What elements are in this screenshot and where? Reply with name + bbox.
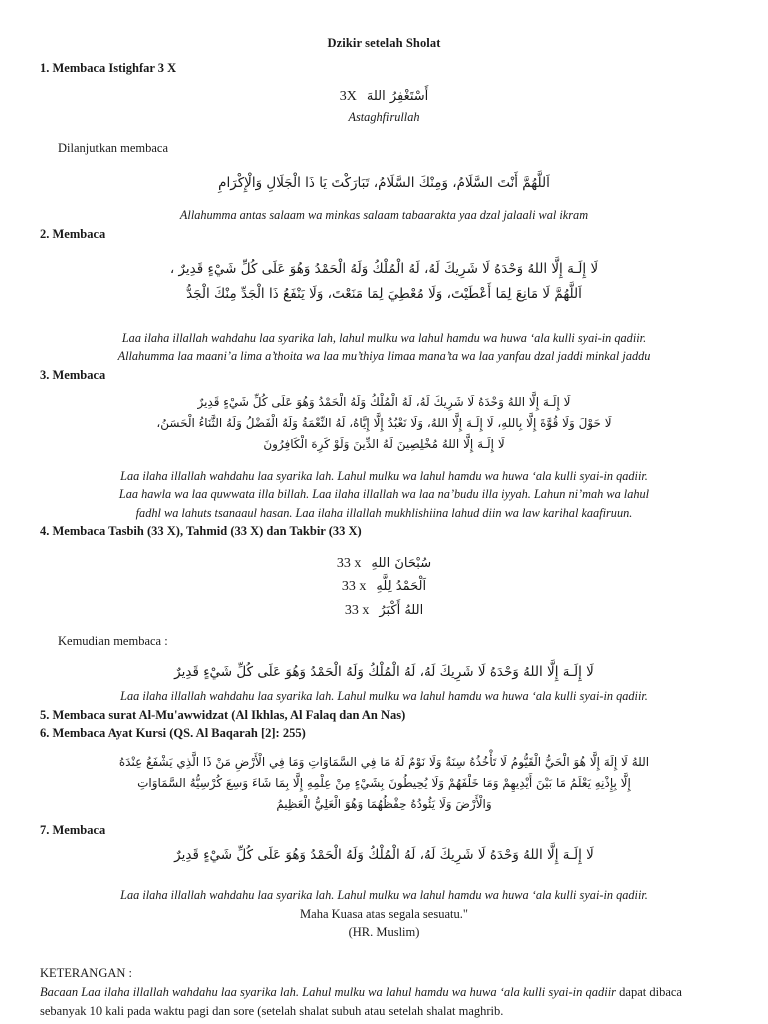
section-heading-2: 2. Membaca — [40, 226, 106, 241]
section-heading-7: 7. Membaca — [40, 823, 106, 837]
section3-transliteration-line-1: Laa ilaha illallah wahdahu laa syarika lah. Lahul mulku wa lahul hamdu wa huwa ‘ala kulli syai-in qadiir. — [120, 468, 648, 483]
continue-label: Dilanjutkan membaca — [58, 140, 169, 155]
section-heading-5: 5. Membaca surat Al-Mu'awwidzat (Al Ikhlas, Al Falaq dan An Nas) — [40, 707, 406, 722]
section7-source: (HR. Muslim) — [348, 925, 420, 940]
istighfar-transliteration: Astaghfirullah — [348, 110, 420, 125]
takbir-arabic: اللهُ أَكْبَرُ — [379, 602, 424, 618]
keterangan-italic-part: Bacaan Laa ilaha illallah wahdahu laa syarika lah. Lahul mulku wa lahul hamdu wa huwa ‘ala kulli syai-in qadiir — [40, 984, 617, 999]
tahmid-line — [40, 575, 728, 598]
section3-arabic-line-2: لَا حَوْلَ وَلَا قُوَّةَ إِلَّا بِاللهِ، لَا إِلَـهَ إِلَّا اللهُ، وَلَا نَعْبُدُ إِلَّا إِيَّاهُ، لَهُ النِّعْمَةُ وَلَهُ الْفَضْلُ وَلَهُ الثَّنَاءُ الْحَسَنُ، — [156, 415, 612, 430]
salaam-arabic: اَللَّهُمَّ أَنْتَ السَّلَامُ، وَمِنْكَ السَّلَامُ، تَبَارَكْتَ يَا ذَا الْجَلَالِ وَالْإِكْرَامِ — [218, 175, 550, 192]
ayat-kursi-arabic-line-3: وَالْأَرْضَ وَلَا يَئُودُهُ حِفْظُهُمَا وَهُوَ الْعَلِيُّ الْعَظِيمُ — [276, 797, 492, 811]
section2-transliteration-line-1: Laa ilaha illallah wahdahu laa syarika lah, lahul mulku wa lahul hamdu wa huwa ‘ala kulli syai-in qadiir. — [121, 330, 647, 345]
section7-arabic: لَا إِلَـهَ إِلَّا اللهُ وَحْدَهُ لَا شَرِيكَ لَهُ، لَهُ الْمُلْكُ وَلَهُ الْحَمْدُ وَهُوَ عَلَى كُلِّ شَيْءٍ قَدِيرٌ — [174, 847, 594, 864]
section3-transliteration-line-3: fadhl wa lahuts tsanaaul hasan. Laa ilaha illallah mukhlishiina lahud diin wa law karihal kaafiruun. — [135, 505, 633, 520]
tasbih-arabic: سُبْحَانَ اللهِ — [371, 556, 432, 572]
tasbih-count: 33 x — [336, 556, 362, 572]
section2-arabic-line-1: لَا إِلَـهَ إِلَّا اللهُ وَحْدَهُ لَا شَرِيكَ لَهُ، لَهُ الْمُلْكُ وَلَهُ الْحَمْدُ وَهُوَ عَلَى كُلِّ شَيْءٍ قَدِيرٌ ، — [169, 260, 599, 277]
tahmid-count: 33 x — [341, 579, 367, 595]
section7-meaning: Maha Kuasa atas segala sesuatu." — [300, 906, 468, 921]
section3-arabic-line-3: لَا إِلَـهَ إِلَّا اللهُ مُخْلِصِينَ لَهُ الدِّينَ وَلَوْ كَرِهَ الْكَافِرُونَ — [263, 436, 505, 451]
section-heading-3: 3. Membaca — [40, 367, 106, 382]
section-heading-1: 1. Membaca Istighfar 3 X — [40, 61, 177, 75]
salaam-transliteration: Allahumma antas salaam wa minkas salaam tabaarakta yaa dzal jalaali wal ikram — [179, 208, 589, 223]
page-title: Dzikir setelah Sholat — [327, 36, 441, 50]
tahmid-arabic: اَلْحَمْدُ لِلَّهِ — [376, 579, 427, 595]
section4-transliteration-after: Laa ilaha illallah wahdahu laa syarika lah. Lahul mulku wa lahul hamdu wa huwa ‘ala kulli syai-in qadiir. — [120, 689, 648, 704]
tasbih-line — [40, 552, 728, 575]
ayat-kursi-arabic-line-2: إِلَّا بِإِذْنِهِ يَعْلَمُ مَا بَيْنَ أَيْدِيهِمْ وَمَا خَلْفَهُمْ وَلَا يُحِيطُونَ بِشَيْءٍ مِنْ عِلْمِهِ إِلَّا بِمَا شَاءَ وَسِعَ كُرْسِيُّهُ السَّمَاوَاتِ — [137, 776, 631, 790]
istighfar-count: 3X — [339, 89, 357, 105]
section2-transliteration-line-2: Allahumma laa maani’a lima a’thoita wa laa mu’thiya limaa mana’ta wa laa yanfau dzal jaddi minkal jaddu — [117, 349, 651, 364]
ayat-kursi-arabic-line-1: اللهُ لَا إِلَهَ إِلَّا هُوَ الْحَيُّ الْقَيُّومُ لَا تَأْخُذُهُ سِنَةٌ وَلَا نَوْمٌ لَهُ مَا فِي السَّمَاوَاتِ وَمَا فِي الْأَرْضِ مَنْ ذَا الَّذِي يَشْفَعُ عِنْدَهُ — [118, 755, 650, 769]
keterangan-rest-part: dapat dibaca sebanyak 10 kali pada waktu pagi dan sore (setelah shalat subuh atau setelah shalat maghrib. — [40, 984, 682, 1018]
section-heading-4: 4. Membaca Tasbih (33 X), Tahmid (33 X) dan Takbir (33 X) — [40, 524, 362, 539]
then-read-label: Kemudian membaca : — [58, 633, 168, 648]
section3-arabic-line-1: لَا إِلَـهَ إِلَّا اللهُ وَحْدَهُ لَا شَرِيكَ لَهُ، لَهُ الْمُلْكُ وَلَهُ الْحَمْدُ وَهُوَ عَلَى كُلِّ شَيْءٍ قَدِيرٌ — [197, 394, 571, 409]
keterangan-heading: KETERANGAN : — [40, 966, 133, 981]
section2-arabic-line-2: اَللَّهُمَّ لَا مَانِعَ لِمَا أَعْطَيْتَ، وَلَا مُعْطِيَ لِمَا مَنَعْتَ، وَلَا يَنْفَعُ ذَا الْجَدِّ مِنْكَ الْجَدُّ — [186, 285, 582, 302]
section3-transliteration-line-2: Laa hawla wa laa quwwata illa billah. Laa ilaha illallah wa laa na’budu illa iyyah. Lahun ni’mah wa lahul — [118, 487, 650, 502]
istighfar-arabic: أَسْتَغْفِرُ اللهَ — [366, 89, 429, 105]
takbir-line — [40, 599, 728, 622]
takbir-count: 33 x — [344, 602, 370, 618]
keterangan-body — [40, 983, 728, 1021]
section-heading-6: 6. Membaca Ayat Kursi (QS. Al Baqarah [2]: 255) — [40, 725, 306, 740]
section4-arabic-after: لَا إِلَـهَ إِلَّا اللهُ وَحْدَهُ لَا شَرِيكَ لَهُ، لَهُ الْمُلْكُ وَلَهُ الْحَمْدُ وَهُوَ عَلَى كُلِّ شَيْءٍ قَدِيرٌ — [174, 664, 594, 681]
istighfar-arabic-line — [40, 85, 728, 108]
section7-transliteration: Laa ilaha illallah wahdahu laa syarika lah. Lahul mulku wa lahul hamdu wa huwa ‘ala kulli syai-in qadiir. — [120, 888, 648, 903]
